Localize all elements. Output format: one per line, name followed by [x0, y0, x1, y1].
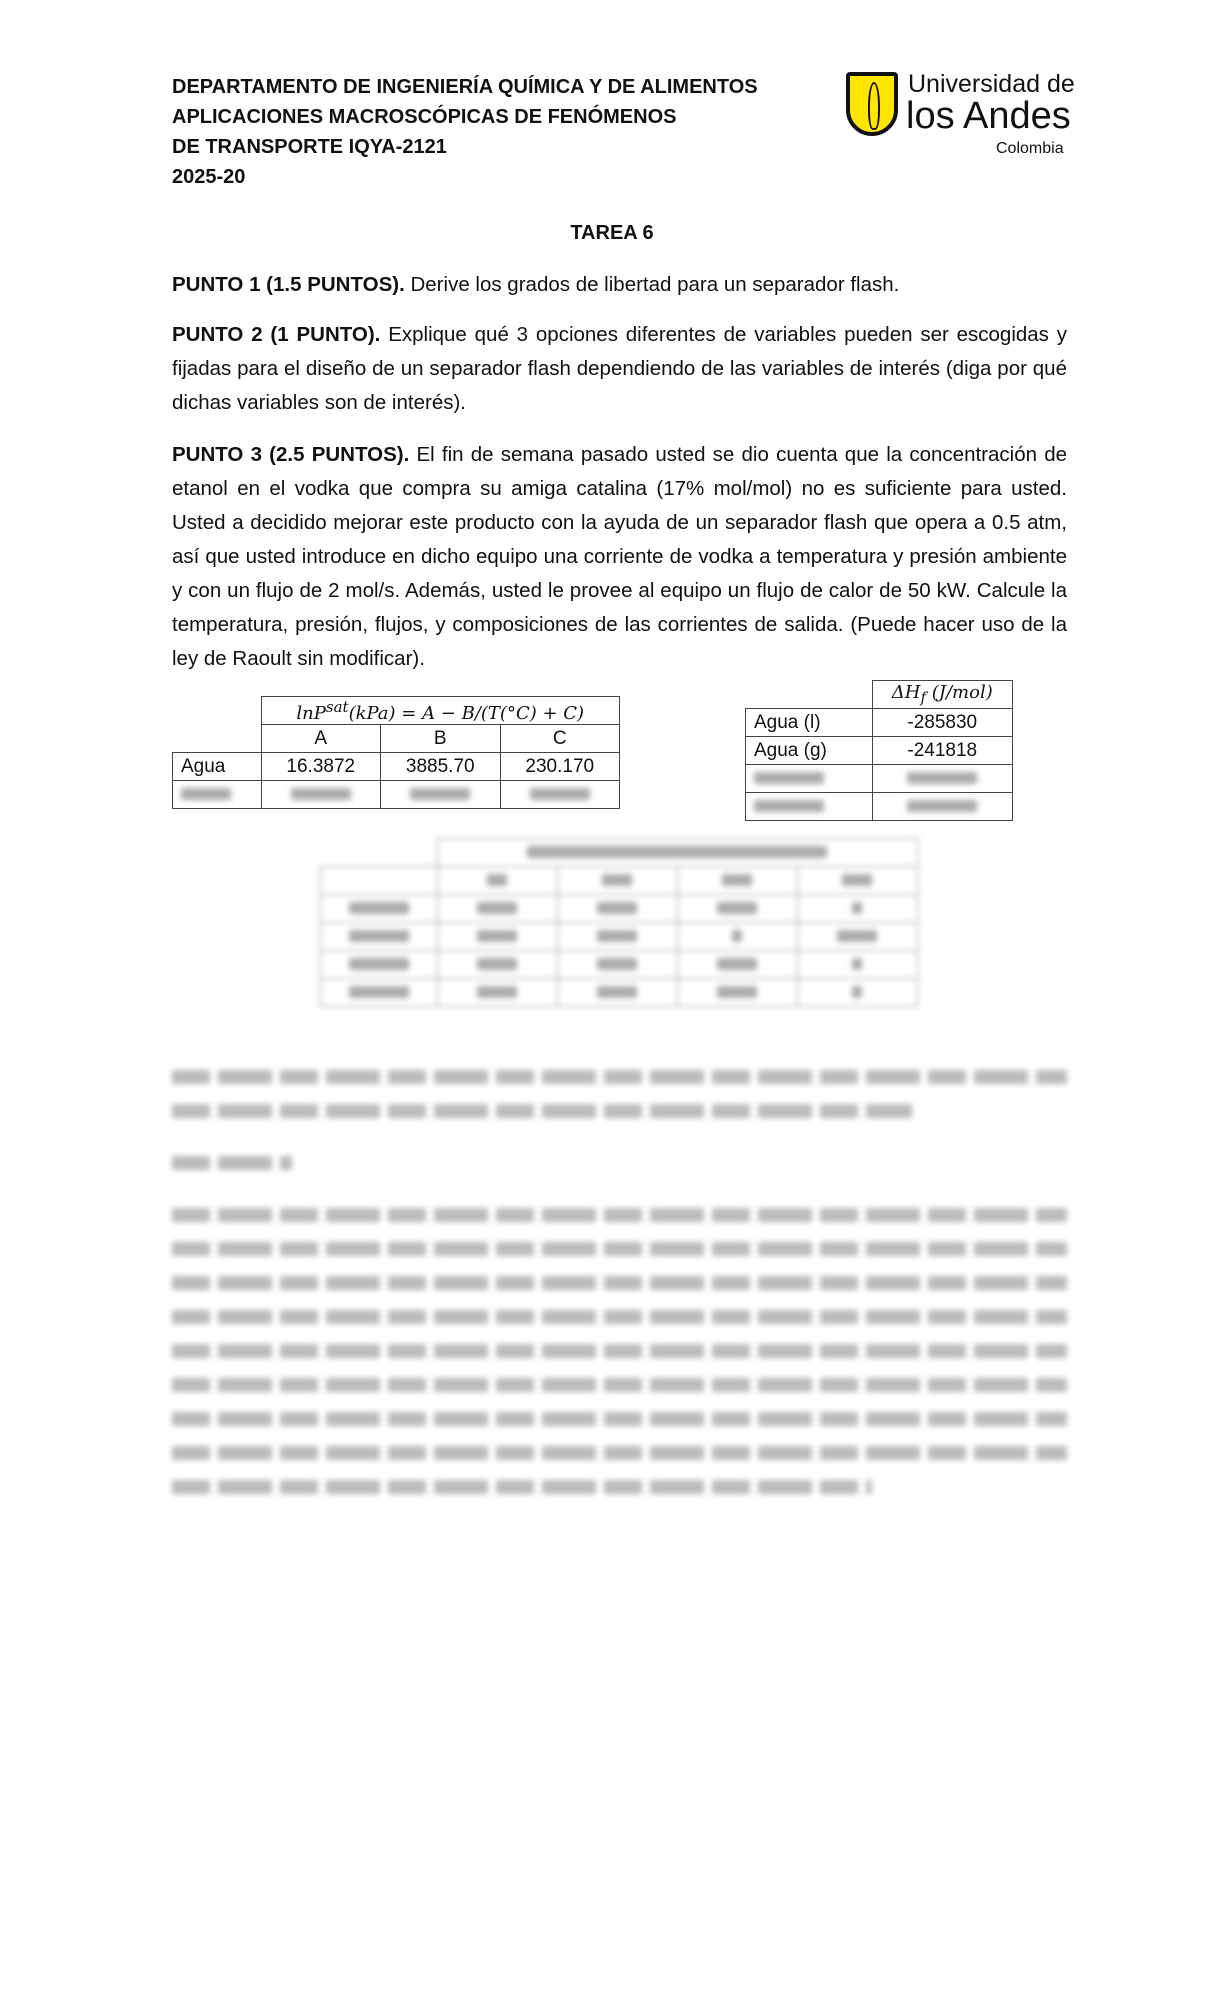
punto3-text: El fin de semana pasado usted se dio cuenta que la concentración de etanol en el vodka que compra su amiga catalina (17% mol/mol) no es suficiente para usted. Usted a decidido mejorar este producto con la ayuda de un separador flash que opera a 0.5 atm, así que usted introduce en dicho equipo una corriente de vodka a temperatura y presión ambiente y con un flujo de 2 mol/s. Además, usted le provee al equipo un flujo de calor de 50 kW. Calcule la temperatura, presión, flujos, y composiciones de las corrientes de salida. (Puede hacer uso de la ley de Raoult sin modificar).	[172, 443, 1067, 670]
col-c: C	[500, 725, 620, 753]
punto1	[172, 268, 1067, 302]
table-row: Agua (l) -285830	[746, 709, 1013, 737]
blurred-heading	[172, 1156, 292, 1170]
punto1-text: Derive los grados de libertad para un separador flash.	[404, 273, 900, 296]
header-term: 2025-20	[172, 166, 246, 188]
blurred-text-line	[172, 1310, 1067, 1324]
blurred-text-line	[172, 1070, 1067, 1084]
blurred-text-line	[172, 1412, 1067, 1426]
blurred-text-line	[172, 1208, 1067, 1222]
heat-capacity-table-blurred	[320, 838, 918, 1007]
punto1-label: PUNTO 1 (1.5 PUNTOS).	[172, 273, 405, 296]
table-row: Agua (g) -241818	[746, 737, 1013, 765]
header-course-2: DE TRANSPORTE IQYA-2121	[172, 136, 447, 158]
enthalpy-header: $\Delta H_f$ (J/mol)	[872, 681, 1013, 709]
blurred-text-line	[172, 1378, 1067, 1392]
university-logo	[846, 70, 1076, 162]
punto3	[172, 438, 1067, 676]
col-b: B	[381, 725, 501, 753]
header-course-1: APLICACIONES MACROSCÓPICAS DE FENÓMENOS	[172, 106, 677, 128]
blurred-text-line	[172, 1344, 1067, 1358]
enthalpy-table	[745, 680, 1013, 821]
col-a: A	[261, 725, 381, 753]
antoine-equation: lnP$^{sat}$(kPa) = A − B/(T(°C) + C)	[261, 697, 620, 725]
punto3-label: PUNTO 3 (2.5 PUNTOS).	[172, 443, 410, 466]
blurred-text-line	[172, 1276, 1067, 1290]
blurred-row	[173, 781, 620, 809]
table-row: Agua 16.3872 3885.70 230.170	[173, 753, 620, 781]
punto2-label: PUNTO 2 (1 PUNTO).	[172, 323, 381, 346]
header-department: DEPARTAMENTO DE INGENIERÍA QUÍMICA Y DE ALIMENTOS	[172, 76, 758, 98]
logo-line3: Colombia	[996, 140, 1064, 157]
blurred-text-line	[172, 1446, 1067, 1460]
logo-line1: Universidad de	[908, 70, 1075, 98]
punto2-text: Explique qué 3 opciones diferentes de variables pueden ser escogidas y fijadas para el diseño de un separador flash dependiendo de las variables de interés (diga por qué dichas variables son de interés).	[172, 323, 1067, 414]
punto2	[172, 318, 1067, 420]
logo-line2: los Andes	[906, 95, 1071, 137]
shield-icon	[846, 72, 898, 136]
blurred-text-line	[172, 1242, 1067, 1256]
antoine-table	[172, 696, 620, 809]
page-title: TAREA 6	[570, 222, 654, 244]
blurred-text-line	[172, 1104, 912, 1118]
header-text	[172, 72, 758, 192]
blurred-text-line	[172, 1480, 872, 1494]
